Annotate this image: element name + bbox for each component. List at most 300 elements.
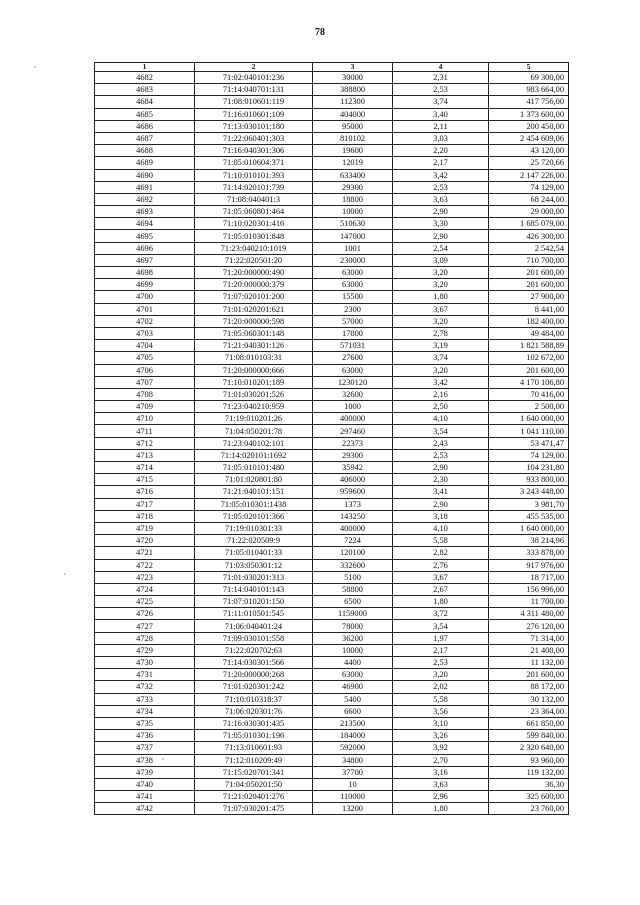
cadastral-number: 71:07:010201:150 (195, 596, 313, 608)
cadastral-value: 325 600,00 (489, 791, 569, 803)
table-body (95, 72, 569, 815)
rate-value: 3,63 (393, 193, 489, 205)
row-number: 4702 (95, 315, 195, 327)
rate-value: 2,67 (393, 583, 489, 595)
table-row (95, 559, 569, 571)
row-number: 4728 (95, 632, 195, 644)
table-row (95, 157, 569, 169)
cadastral-value: 30 132,00 (489, 693, 569, 705)
cadastral-value: 11 700,00 (489, 596, 569, 608)
table-row (95, 84, 569, 96)
cadastral-value: 38 214,96 (489, 535, 569, 547)
area-value: 1230120 (313, 376, 393, 388)
cadastral-value-table (94, 62, 569, 815)
table-row (95, 535, 569, 547)
rate-value: 2,17 (393, 157, 489, 169)
row-number: 4711 (95, 425, 195, 437)
rate-value: 2,17 (393, 644, 489, 656)
rate-value: 2,82 (393, 547, 489, 559)
table-row (95, 608, 569, 620)
cadastral-value: 983 664,00 (489, 84, 569, 96)
cadastral-number: 71:13:030101:180 (195, 120, 313, 132)
cadastral-number: 71:15:020701:341 (195, 766, 313, 778)
row-number: 4706 (95, 364, 195, 376)
cadastral-number: 71:19:010301:33 (195, 522, 313, 534)
rate-value: 2,31 (393, 72, 489, 84)
row-number: 4725 (95, 596, 195, 608)
cadastral-number: 71:07:020101:200 (195, 291, 313, 303)
area-value: 400000 (313, 413, 393, 425)
table-row (95, 388, 569, 400)
cadastral-number: 71:01:030201:526 (195, 388, 313, 400)
cadastral-value: 18 717,00 (489, 571, 569, 583)
cadastral-number: 71:20:000000:490 (195, 267, 313, 279)
cadastral-value: 21 400,00 (489, 644, 569, 656)
area-value: 1159000 (313, 608, 393, 620)
rate-value: 1,80 (393, 291, 489, 303)
cadastral-value: 201 600,00 (489, 669, 569, 681)
area-value: 184000 (313, 730, 393, 742)
row-number: 4740 (95, 778, 195, 790)
cadastral-number: 71:05:020101:366 (195, 510, 313, 522)
rate-value: 3,20 (393, 669, 489, 681)
area-value: 19600 (313, 145, 393, 157)
table-row (95, 474, 569, 486)
cadastral-value: 36,30 (489, 778, 569, 790)
table-row (95, 522, 569, 534)
area-value: 36200 (313, 632, 393, 644)
cadastral-number: 71:04:050201:78 (195, 425, 313, 437)
row-number: 4739 (95, 766, 195, 778)
cadastral-value: 8 441,00 (489, 303, 569, 315)
table-row (95, 657, 569, 669)
row-number: 4699 (95, 279, 195, 291)
column-header-4: 4 (393, 63, 489, 72)
table-row (95, 510, 569, 522)
row-number: 4732 (95, 681, 195, 693)
cadastral-value: 2 320 640,00 (489, 742, 569, 754)
table-row (95, 254, 569, 266)
area-value: 120100 (313, 547, 393, 559)
cadastral-number: 71:20:000000:666 (195, 364, 313, 376)
cadastral-number: 71:23:040102:101 (195, 437, 313, 449)
area-value: 78000 (313, 620, 393, 632)
table-header-row (95, 63, 569, 72)
cadastral-value: 93 960,00 (489, 754, 569, 766)
cadastral-number: 71:02:040101:236 (195, 72, 313, 84)
rate-value: 3,20 (393, 315, 489, 327)
cadastral-value: 661 850,00 (489, 717, 569, 729)
rate-value: 2,30 (393, 474, 489, 486)
row-number: 4707 (95, 376, 195, 388)
cadastral-number: 71:08:040401:3 (195, 193, 313, 205)
area-value: 143250 (313, 510, 393, 522)
area-value: 230000 (313, 254, 393, 266)
cadastral-value: 102 672,00 (489, 352, 569, 364)
table-row (95, 425, 569, 437)
table-row (95, 303, 569, 315)
cadastral-number: 71:01:020801:80 (195, 474, 313, 486)
scan-speck (64, 573, 66, 575)
table-row (95, 596, 569, 608)
area-value: 63000 (313, 669, 393, 681)
cadastral-number: 71:09:030101:558 (195, 632, 313, 644)
row-number: 4700 (95, 291, 195, 303)
cadastral-value: 23 760,00 (489, 803, 569, 815)
table-row (95, 96, 569, 108)
table-row (95, 145, 569, 157)
row-number: 4717 (95, 498, 195, 510)
area-value: 63000 (313, 279, 393, 291)
cadastral-number: 71:16:030301:435 (195, 717, 313, 729)
area-value: 404000 (313, 108, 393, 120)
table-row (95, 327, 569, 339)
rate-value: 4,10 (393, 413, 489, 425)
rate-value: 2,90 (393, 462, 489, 474)
rate-value: 2,11 (393, 120, 489, 132)
cadastral-value: 3 981,70 (489, 498, 569, 510)
area-value: 4400 (313, 657, 393, 669)
row-number: 4716 (95, 486, 195, 498)
scan-speck (34, 66, 36, 68)
cadastral-number: 71:22:020509:9 (195, 535, 313, 547)
area-value: 35942 (313, 462, 393, 474)
rate-value: 2,90 (393, 206, 489, 218)
cadastral-value: 710 700,00 (489, 254, 569, 266)
rate-value: 2,50 (393, 401, 489, 413)
scan-speck (162, 758, 164, 760)
cadastral-number: 71:14:040101:143 (195, 583, 313, 595)
table-row (95, 571, 569, 583)
area-value: 6500 (313, 596, 393, 608)
table-row (95, 693, 569, 705)
rate-value: 3,42 (393, 169, 489, 181)
row-number: 4721 (95, 547, 195, 559)
area-value: 297460 (313, 425, 393, 437)
cadastral-value: 200 450,00 (489, 120, 569, 132)
cadastral-number: 71:14:020101:739 (195, 181, 313, 193)
table-row (95, 291, 569, 303)
area-value: 110000 (313, 791, 393, 803)
cadastral-number: 71:13:010601:93 (195, 742, 313, 754)
area-value: 633400 (313, 169, 393, 181)
row-number: 4733 (95, 693, 195, 705)
rate-value: 2,78 (393, 327, 489, 339)
rate-value: 2,53 (393, 657, 489, 669)
area-value: 5100 (313, 571, 393, 583)
cadastral-value: 201 600,00 (489, 364, 569, 376)
cadastral-number: 71:14:030301:566 (195, 657, 313, 669)
cadastral-value: 417 756,00 (489, 96, 569, 108)
rate-value: 3,20 (393, 267, 489, 279)
cadastral-number: 71:22:060401:303 (195, 132, 313, 144)
rate-value: 3,54 (393, 620, 489, 632)
row-number: 4694 (95, 218, 195, 230)
cadastral-number: 71:04:050201:50 (195, 778, 313, 790)
area-value: 29300 (313, 449, 393, 461)
cadastral-number: 71:05:010101:480 (195, 462, 313, 474)
cadastral-value: 70 416,00 (489, 388, 569, 400)
cadastral-value: 426 300,00 (489, 230, 569, 242)
row-number: 4687 (95, 132, 195, 144)
cadastral-number: 71:05:010401:33 (195, 547, 313, 559)
row-number: 4742 (95, 803, 195, 815)
rate-value: 4,10 (393, 522, 489, 534)
area-value: 112300 (313, 96, 393, 108)
row-number: 4718 (95, 510, 195, 522)
rate-value: 3,20 (393, 279, 489, 291)
row-number: 4708 (95, 388, 195, 400)
cadastral-number: 71:05:010604:371 (195, 157, 313, 169)
table-row (95, 437, 569, 449)
row-number: 4722 (95, 559, 195, 571)
rate-value: 2,53 (393, 449, 489, 461)
area-value: 147000 (313, 230, 393, 242)
cadastral-value: 182 400,00 (489, 315, 569, 327)
row-number: 4705 (95, 352, 195, 364)
row-number: 4690 (95, 169, 195, 181)
table-row (95, 376, 569, 388)
row-number: 4695 (95, 230, 195, 242)
rate-value: 3,20 (393, 364, 489, 376)
cadastral-number: 71:22:020501:20 (195, 254, 313, 266)
table-row (95, 754, 569, 766)
row-number: 4691 (95, 181, 195, 193)
table-row (95, 705, 569, 717)
table-row (95, 766, 569, 778)
row-number: 4726 (95, 608, 195, 620)
table-row (95, 169, 569, 181)
cadastral-number: 71:11:010501:545 (195, 608, 313, 620)
cadastral-value: 2 147 226,00 (489, 169, 569, 181)
rate-value: 2,90 (393, 498, 489, 510)
rate-value: 3,72 (393, 608, 489, 620)
table-row (95, 644, 569, 656)
cadastral-value: 276 120,00 (489, 620, 569, 632)
cadastral-number: 71:01:020301:242 (195, 681, 313, 693)
row-number: 4709 (95, 401, 195, 413)
table-row (95, 108, 569, 120)
cadastral-number: 71:16:010601:109 (195, 108, 313, 120)
area-value: 10000 (313, 644, 393, 656)
table-row (95, 547, 569, 559)
rate-value: 3,30 (393, 218, 489, 230)
row-number: 4704 (95, 340, 195, 352)
area-value: 27600 (313, 352, 393, 364)
row-number: 4696 (95, 242, 195, 254)
row-number: 4698 (95, 267, 195, 279)
area-value: 5400 (313, 693, 393, 705)
cadastral-number: 71:01:020201:621 (195, 303, 313, 315)
row-number: 4682 (95, 72, 195, 84)
row-number: 4730 (95, 657, 195, 669)
rate-value: 3,03 (393, 132, 489, 144)
table-row (95, 193, 569, 205)
area-value: 332600 (313, 559, 393, 571)
table-row (95, 803, 569, 815)
row-number: 4715 (95, 474, 195, 486)
area-value: 7224 (313, 535, 393, 547)
cadastral-value: 74 129,00 (489, 449, 569, 461)
rate-value: 2,53 (393, 84, 489, 96)
cadastral-number: 71:10:010201:189 (195, 376, 313, 388)
row-number: 4734 (95, 705, 195, 717)
cadastral-value: 43 120,00 (489, 145, 569, 157)
rate-value: 2,43 (393, 437, 489, 449)
cadastral-number: 71:10:010318:37 (195, 693, 313, 705)
cadastral-value: 201 600,00 (489, 279, 569, 291)
table-row (95, 498, 569, 510)
rate-value: 1,80 (393, 596, 489, 608)
cadastral-number: 71:20:000000:598 (195, 315, 313, 327)
area-value: 29300 (313, 181, 393, 193)
row-number: 4686 (95, 120, 195, 132)
cadastral-value: 1 640 000,00 (489, 413, 569, 425)
area-value: 18800 (313, 193, 393, 205)
row-number: 4731 (95, 669, 195, 681)
area-value: 37700 (313, 766, 393, 778)
cadastral-value: 333 878,00 (489, 547, 569, 559)
cadastral-number: 71:14:040701:131 (195, 84, 313, 96)
row-number: 4738 (95, 754, 195, 766)
area-value: 58800 (313, 583, 393, 595)
row-number: 4729 (95, 644, 195, 656)
rate-value: 1,97 (393, 632, 489, 644)
area-value: 510630 (313, 218, 393, 230)
table-row (95, 315, 569, 327)
area-value: 1000 (313, 401, 393, 413)
cadastral-number: 71:20:000000:379 (195, 279, 313, 291)
rate-value: 3,19 (393, 340, 489, 352)
cadastral-number: 71:19:010201:26 (195, 413, 313, 425)
cadastral-value: 1 685 079,00 (489, 218, 569, 230)
cadastral-value: 3 243 448,00 (489, 486, 569, 498)
table-row (95, 413, 569, 425)
table-row (95, 230, 569, 242)
area-value: 1001 (313, 242, 393, 254)
area-value: 388800 (313, 84, 393, 96)
row-number: 4703 (95, 327, 195, 339)
area-value: 63000 (313, 364, 393, 376)
rate-value: 3,74 (393, 352, 489, 364)
cadastral-number: 71:14:020101:1692 (195, 449, 313, 461)
cadastral-number: 71:21:020401:276 (195, 791, 313, 803)
cadastral-value: 53 471,47 (489, 437, 569, 449)
rate-value: 3,10 (393, 717, 489, 729)
rate-value: 2,54 (393, 242, 489, 254)
row-number: 4727 (95, 620, 195, 632)
cadastral-value: 29 000,00 (489, 206, 569, 218)
cadastral-value: 2 500,00 (489, 401, 569, 413)
table-row (95, 206, 569, 218)
cadastral-value: 74 129,00 (489, 181, 569, 193)
cadastral-number: 71:05:010301:196 (195, 730, 313, 742)
cadastral-value: 71 314,00 (489, 632, 569, 644)
cadastral-number: 71:05:010301:1438 (195, 498, 313, 510)
cadastral-number: 71:23:040210:959 (195, 401, 313, 413)
area-value: 213500 (313, 717, 393, 729)
cadastral-value: 1 041 110,00 (489, 425, 569, 437)
rate-value: 3,16 (393, 766, 489, 778)
rate-value: 3,74 (393, 96, 489, 108)
cadastral-value: 11 132,00 (489, 657, 569, 669)
cadastral-number: 71:05:060801:464 (195, 206, 313, 218)
row-number: 4683 (95, 84, 195, 96)
rate-value: 3,42 (393, 376, 489, 388)
cadastral-number: 71:21:040301:126 (195, 340, 313, 352)
table-row (95, 267, 569, 279)
table-row (95, 583, 569, 595)
table-row (95, 742, 569, 754)
rate-value: 2,70 (393, 754, 489, 766)
area-value: 22373 (313, 437, 393, 449)
row-number: 4710 (95, 413, 195, 425)
rate-value: 2,76 (393, 559, 489, 571)
table-row (95, 778, 569, 790)
cadastral-value: 1 640 000,00 (489, 522, 569, 534)
cadastral-value: 104 231,80 (489, 462, 569, 474)
cadastral-number: 71:16:040301:306 (195, 145, 313, 157)
cadastral-number: 71:05:060301:148 (195, 327, 313, 339)
rate-value: 3,18 (393, 510, 489, 522)
rate-value: 2,02 (393, 681, 489, 693)
area-value: 1373 (313, 498, 393, 510)
rate-value: 2,20 (393, 145, 489, 157)
cadastral-value: 599 840,00 (489, 730, 569, 742)
table-row (95, 340, 569, 352)
table-row (95, 242, 569, 254)
table-row (95, 132, 569, 144)
area-value: 10 (313, 778, 393, 790)
row-number: 4723 (95, 571, 195, 583)
table-row (95, 486, 569, 498)
row-number: 4735 (95, 717, 195, 729)
area-value: 17800 (313, 327, 393, 339)
rate-value: 3,56 (393, 705, 489, 717)
cadastral-value: 68 244,00 (489, 193, 569, 205)
area-value: 2300 (313, 303, 393, 315)
row-number: 4688 (95, 145, 195, 157)
row-number: 4701 (95, 303, 195, 315)
area-value: 400000 (313, 522, 393, 534)
table-row (95, 669, 569, 681)
cadastral-number: 71:21:040101:151 (195, 486, 313, 498)
area-value: 57000 (313, 315, 393, 327)
column-header-5: 5 (489, 63, 569, 72)
cadastral-number: 71:05:010301:848 (195, 230, 313, 242)
table-row (95, 717, 569, 729)
cadastral-number: 71:10:020301:416 (195, 218, 313, 230)
cadastral-value: 69 300,00 (489, 72, 569, 84)
rate-value: 2,16 (393, 388, 489, 400)
area-value: 406000 (313, 474, 393, 486)
area-value: 810102 (313, 132, 393, 144)
table-row (95, 632, 569, 644)
cadastral-number: 71:07:030201:475 (195, 803, 313, 815)
row-number: 4724 (95, 583, 195, 595)
row-number: 4712 (95, 437, 195, 449)
table-row (95, 72, 569, 84)
area-value: 12019 (313, 157, 393, 169)
cadastral-value: 23 364,00 (489, 705, 569, 717)
row-number: 4714 (95, 462, 195, 474)
cadastral-value: 201 600,00 (489, 267, 569, 279)
area-value: 959600 (313, 486, 393, 498)
cadastral-number: 71:23:040210:1019 (195, 242, 313, 254)
rate-value: 3,41 (393, 486, 489, 498)
cadastral-value: 2 454 609,06 (489, 132, 569, 144)
cadastral-value: 1 373 600,00 (489, 108, 569, 120)
